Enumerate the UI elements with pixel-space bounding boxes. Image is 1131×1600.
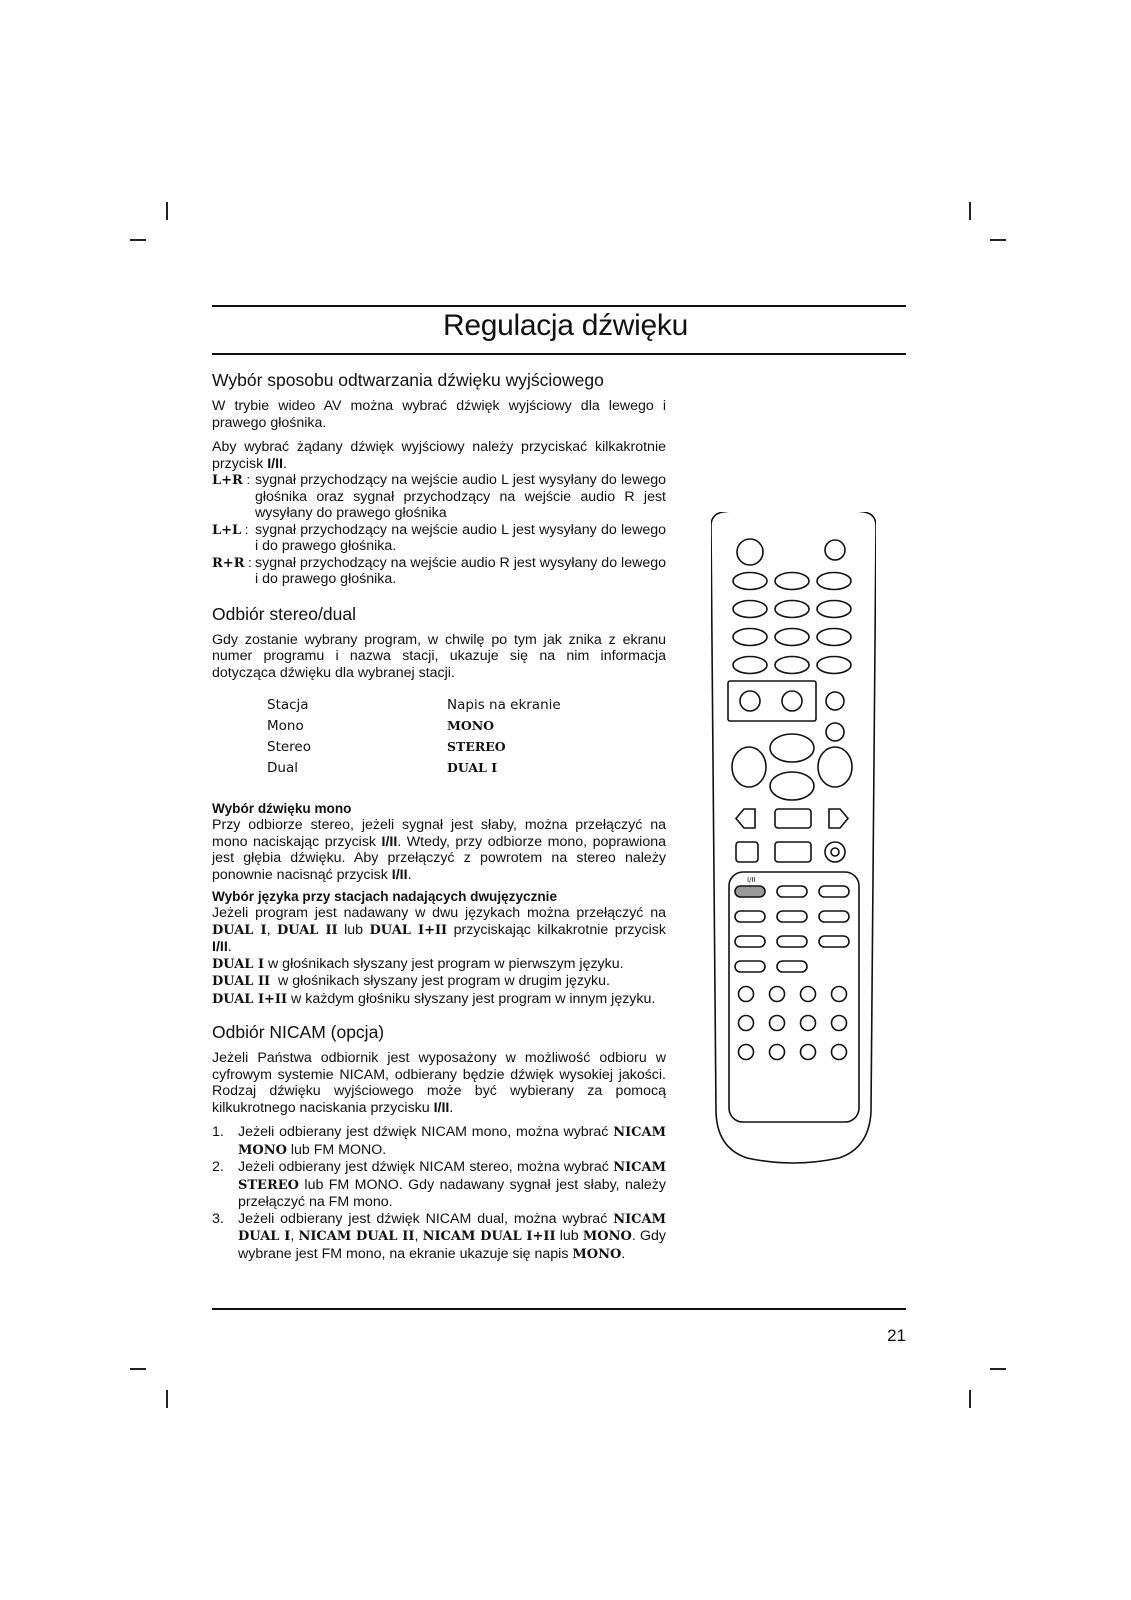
crop-mark: [990, 1368, 1006, 1370]
power-button: [737, 539, 763, 565]
station-table: [267, 695, 561, 779]
key-name: I/II: [381, 833, 398, 850]
section-heading-output-sound: Wybór sposobu odtwarzania dźwięku wyjściowego: [212, 370, 604, 390]
dual-button-label: I/II: [747, 876, 756, 884]
paragraph-select-output: Aby wybrać żądany dźwięk wyjściowy należy przyciskać kilkakrotnie przycisk I/II.: [212, 439, 666, 472]
dual-line: DUAL II w głośnikach słyszany jest program w drugim języku.: [212, 973, 610, 989]
page-number: 21: [887, 1326, 906, 1345]
definition-item: R+R : sygnał przychodzący na wejście audio R jest wysyłany do lewego i do prawego głośnika.: [212, 554, 666, 587]
paragraph-bilingual: Jeżeli program jest nadawany w dwu językach można przełączyć na DUAL I, DUAL II lub DUAL I+II przyciskając kilkakrotnie przycisk I/II.: [212, 905, 666, 955]
list-item: 2. Jeżeli odbierany jest dźwięk NICAM stereo, można wybrać NICAM STEREO lub FM MONO. Gdy nadawany sygnał jest słaby, należy przełączyć na FM mono.: [212, 1159, 666, 1210]
list-item: 3. Jeżeli odbierany jest dźwięk NICAM dual, można wybrać NICAM DUAL I, NICAM DUAL II, NICAM DUAL I+II lub MONO. Gdy wybrane jest FM mono, na ekranie ukazuje się napis MONO.: [212, 1210, 666, 1262]
key-name: I/II: [433, 1099, 450, 1116]
crop-mark: [969, 1390, 971, 1408]
crop-mark: [990, 239, 1006, 241]
crop-mark: [166, 202, 168, 220]
table-cell: Stereo: [267, 739, 311, 756]
round-button: [825, 540, 845, 560]
crop-mark: [969, 202, 971, 220]
table-header-cell: Napis na ekranie: [447, 697, 561, 714]
navigation-cluster: [732, 734, 852, 800]
main-content: [212, 370, 666, 1263]
definition-text: sygnał przychodzący na wejście audio R jest wysyłany do lewego i do prawego głośnika.: [255, 554, 666, 587]
table-cell: Dual: [267, 760, 298, 777]
definition-term: L+L: [212, 522, 242, 538]
number-button-grid: [733, 573, 851, 674]
footer-rule: [212, 1308, 906, 1310]
table-cell: MONO: [447, 718, 495, 734]
definition-text: sygnał przychodzący na wejście audio L jest wysyłany do lewego głośnika oraz sygnał przychodzący na wejście audio R jest wysyłany do prawego głośnika: [255, 472, 666, 521]
definition-text: sygnał przychodzący na wejście audio L jest wysyłany do lewego i do prawego głośnika.: [255, 521, 666, 554]
key-name: I/II: [212, 939, 228, 955]
left-arrow-button: [736, 809, 755, 828]
definition-item: L+L : sygnał przychodzący na wejście audio L jest wysyłany do lewego i do prawego głośnika.: [212, 521, 666, 554]
table-cell: STEREO: [447, 739, 506, 755]
table-header-cell: Stacja: [267, 697, 309, 714]
definition-term: R+R: [212, 555, 245, 571]
paragraph-stereo-dual: Gdy zostanie wybrany program, w chwilę po tym jak znika z ekranu numer programu i nazwa stacji, ukazuje się na nim informacja dotycząca dźwięku dla wybranej stacji.: [212, 631, 666, 681]
menu-button: [775, 809, 811, 828]
paragraph-mono: Przy odbiorze stereo, jeżeli sygnał jest słaby, można przełączyć na mono naciskając przycisk I/II. Wtedy, przy odbiorze mono, poprawiona jest głębia dźwięku. Aby przełączyć z powrotem na stereo należy ponownie nacisnąć przycisk I/II.: [212, 817, 666, 883]
section-heading-stereo-dual: Odbiór stereo/dual: [212, 603, 356, 624]
dual-line: DUAL I+II w każdym głośniku słyszany jest program w innym języku.: [212, 990, 656, 1007]
crop-mark: [166, 1390, 168, 1408]
list-item: 1. Jeżeli odbierany jest dźwięk NICAM mono, można wybrać NICAM MONO lub FM MONO.: [212, 1124, 666, 1158]
right-arrow-button: [829, 809, 848, 828]
table-row: [267, 716, 561, 737]
key-name: I/II: [391, 866, 408, 883]
dual-line: DUAL I w głośnikach słyszany jest program w pierwszym języku.: [212, 955, 624, 972]
definition-term: L+R: [212, 473, 243, 488]
table-cell: Mono: [267, 718, 304, 735]
table-row: [267, 737, 561, 758]
nicam-list: [212, 1124, 666, 1263]
lower-panel-frame: [729, 872, 859, 1122]
definition-item: L+R : sygnał przychodzący na wejście audio L jest wysyłany do lewego głośnika oraz sygnał przychodzący na wejście audio R jest wysyłany do prawego głośnika: [212, 472, 666, 521]
dual-sound-button[interactable]: [735, 886, 765, 897]
key-name: I/II: [267, 455, 283, 472]
table-row: [267, 758, 561, 779]
small-round-buttons: [739, 987, 847, 1060]
paragraph-av-mode: W trybie wideo AV można wybrać dźwięk wyjściowy dla lewego i prawego głośnika.: [212, 398, 666, 431]
crop-mark: [130, 1368, 146, 1370]
remote-control-illustration: [711, 512, 876, 1164]
header-rule-bottom: [212, 353, 906, 355]
paragraph-nicam: Jeżeli Państwa odbiornik jest wyposażony w możliwość odbioru w cyfrowym systemie NICAM, odbierany będzie dźwięk wysokiej jakości. Rodzaj dźwięku wyjściowego może być wybierany za pomocą kilkukrotnego naciskania przycisku I/II.: [212, 1050, 666, 1116]
table-header-row: [267, 695, 561, 716]
page-title: Regulacja dźwięku: [442, 309, 688, 342]
subheading-bilingual: Wybór języka przy stacjach nadających dwujęzycznie: [212, 889, 558, 904]
section-heading-nicam: Odbiór NICAM (opcja): [212, 1022, 385, 1042]
crop-mark: [130, 239, 146, 241]
table-cell: DUAL I: [447, 760, 498, 776]
subheading-mono: Wybór dźwięku mono: [212, 801, 352, 816]
header-rule-top: [212, 305, 906, 307]
